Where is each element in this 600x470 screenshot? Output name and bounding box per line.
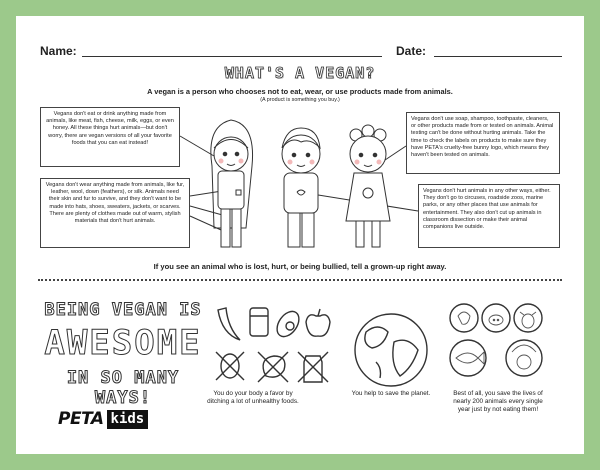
awesome-line-2: AWESOME bbox=[44, 323, 202, 363]
page-title: WHAT'S A VEGAN? bbox=[224, 64, 376, 82]
clothes-info-text: Vegans don't wear anything made from animals, like fur, leather, wool, down (feathers), or silk. Animals need their skin and fur to survive, and they don't want to be made into hats, shoes, sweaters, jackets, or scarves. There are plenty of clothes made out of warm, stylish materials that don't hurt animals. bbox=[45, 182, 185, 225]
products-info-text: Vegans don't use soap, shampoo, toothpaste, cleaners, or other products made from or tested on animals. Animal testing can't be done without hurting animals. Take the time to check the labels on products to make sure they have PETA's cruelty-free bunny logo, which means they haven't been tested on animals. bbox=[411, 116, 554, 159]
meat-crossed-icon bbox=[258, 352, 288, 382]
name-label: Name: bbox=[40, 44, 77, 58]
logo-kids-text: kids bbox=[107, 410, 149, 429]
banana-icon bbox=[218, 308, 240, 340]
apple-icon bbox=[306, 315, 330, 336]
avocado-icon bbox=[273, 307, 304, 340]
entertainment-info-text: Vegans don't hurt animals in any other ways, either. They don't go to circuses, roadside zoos, marine parks, or any other places that use animals for entertainment. They also don't cut up animals in classroom dissection or make their animal companions live outside. bbox=[423, 188, 551, 231]
pig-icon bbox=[482, 304, 510, 332]
chicken-icon bbox=[450, 304, 478, 332]
vegan-definition: A vegan is a person who chooses not to eat, wear, or use products made from animals. bbox=[147, 87, 453, 96]
awesome-line-1: BEING VEGAN IS bbox=[44, 300, 202, 320]
worksheet bbox=[16, 16, 584, 454]
earth-icon bbox=[355, 314, 427, 386]
egg-crossed-icon bbox=[216, 352, 244, 380]
caption-planet: You help to save the planet. bbox=[351, 390, 431, 397]
milk-crossed-icon bbox=[298, 352, 328, 382]
food-info-text: Vegans don't eat or drink anything made from animals, like meat, fish, cheese, milk, eggs, or even honey. All these things hurt animals—but don't worry, there are vegan versions of all your favorite foods that you can eat instead! bbox=[46, 111, 174, 146]
caption-animals: Best of all, you save the lives of nearly 200 animals every single year just by not eating them! bbox=[453, 390, 543, 414]
logo-peta-text: PETA bbox=[58, 409, 104, 429]
date-label: Date: bbox=[396, 44, 427, 58]
definition-note: (A product is something you buy.) bbox=[260, 97, 340, 103]
caption-body: You do your body a favor by ditching a lot of unhealthy foods. bbox=[207, 390, 299, 406]
awesome-line-3: IN SO MANY WAYS! bbox=[66, 368, 180, 408]
jar-icon bbox=[250, 308, 268, 336]
food-icons bbox=[16, 16, 584, 454]
lost-animal-message: If you see an animal who is lost, hurt, or being bullied, tell a grown-up right away. bbox=[153, 262, 447, 271]
